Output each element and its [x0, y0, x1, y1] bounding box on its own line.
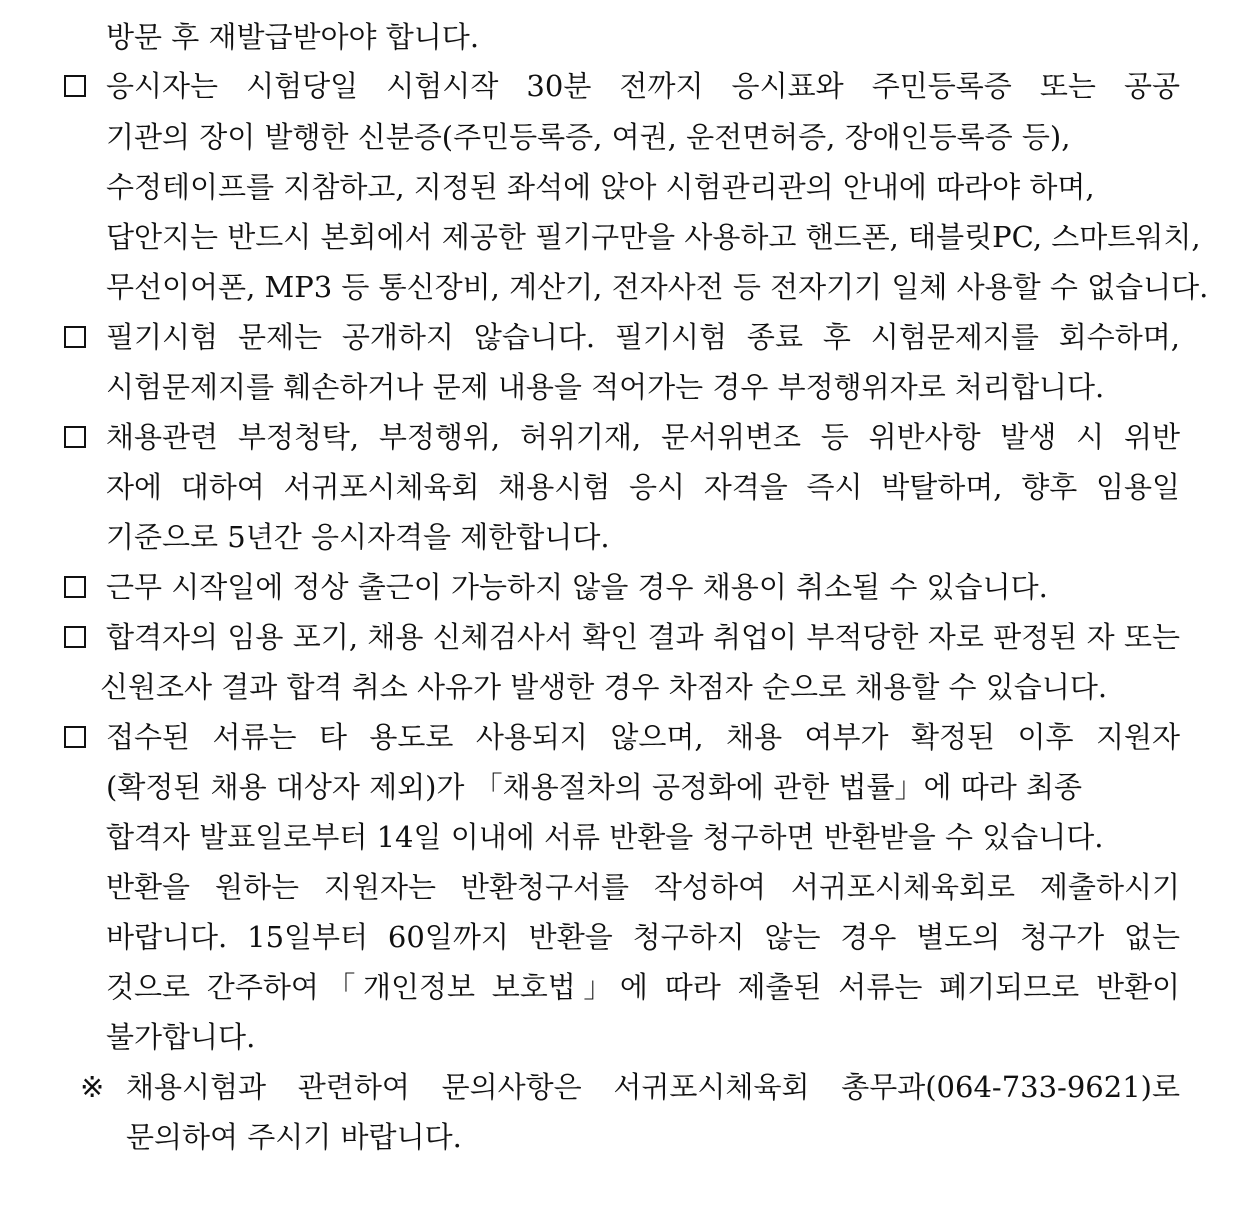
checkbox-square-icon — [64, 626, 86, 648]
checkbox-square-icon — [64, 75, 86, 97]
text-line: 방문 후 재발급받아야 합니다. — [106, 20, 480, 54]
text-line: 불가합니다. — [106, 1020, 256, 1054]
text-line: 자에 대하여 서귀포시체육회 채용시험 응시 자격을 즉시 박탈하며, 향후 임용일 — [106, 470, 1180, 504]
checkbox-square-icon — [64, 326, 86, 348]
text-line: 접수된 서류는 타 용도로 사용되지 않으며, 채용 여부가 확정된 이후 지원자 — [106, 720, 1180, 754]
text-line: (확정된 채용 대상자 제외)가 「채용절차의 공정화에 관한 법률」에 따라 최종 — [106, 770, 1082, 804]
text-line: 답안지는 반드시 본회에서 제공한 필기구만을 사용하고 핸드폰, 태블릿PC, 스마트워치, — [106, 220, 1201, 254]
text-line: 합격자 발표일로부터 14일 이내에 서류 반환을 청구하면 반환받을 수 있습니다. — [106, 820, 1104, 854]
text-line: 기준으로 5년간 응시자격을 제한합니다. — [106, 520, 610, 554]
reference-mark-icon: ※ — [80, 1070, 105, 1104]
checkbox-square-icon — [64, 426, 86, 448]
checkbox-square-icon — [64, 576, 86, 598]
note-line: 채용시험과 관련하여 문의사항은 서귀포시체육회 총무과(064-733-9621)로 — [126, 1070, 1180, 1104]
checkbox-square-icon — [64, 726, 86, 748]
text-line: 응시자는 시험당일 시험시작 30분 전까지 응시표와 주민등록증 또는 공공 — [106, 69, 1180, 103]
text-line: 신원조사 결과 합격 취소 사유가 발생한 경우 차점자 순으로 채용할 수 있습니다. — [100, 670, 1108, 704]
text-line: 바랍니다. 15일부터 60일까지 반환을 청구하지 않는 경우 별도의 청구가 없는 — [106, 920, 1180, 954]
text-line: 합격자의 임용 포기, 채용 신체검사서 확인 결과 취업이 부적당한 자로 판정된 자 또는 — [106, 620, 1180, 654]
text-line: 것으로 간주하여「개인정보 보호법」에 따라 제출된 서류는 폐기되므로 반환이 — [106, 970, 1180, 1004]
text-line: 무선이어폰, MP3 등 통신장비, 계산기, 전자사전 등 전자기기 일체 사용할 수 없습니다. — [106, 270, 1209, 304]
note-line: 문의하여 주시기 바랍니다. — [126, 1120, 462, 1154]
text-line: 수정테이프를 지참하고, 지정된 좌석에 앉아 시험관리관의 안내에 따라야 하며, — [106, 170, 1095, 204]
text-line: 필기시험 문제는 공개하지 않습니다. 필기시험 종료 후 시험문제지를 회수하며, — [106, 320, 1180, 354]
text-line: 시험문제지를 훼손하거나 문제 내용을 적어가는 경우 부정행위자로 처리합니다. — [106, 370, 1105, 404]
text-line: 기관의 장이 발행한 신분증(주민등록증, 여권, 운전면허증, 장애인등록증 등), — [106, 120, 1071, 154]
text-line: 채용관련 부정청탁, 부정행위, 허위기재, 문서위변조 등 위반사항 발생 시 위반 — [106, 420, 1180, 454]
text-line: 반환을 원하는 지원자는 반환청구서를 작성하여 서귀포시체육회로 제출하시기 — [106, 870, 1180, 904]
text-line: 근무 시작일에 정상 출근이 가능하지 않을 경우 채용이 취소될 수 있습니다. — [106, 570, 1048, 604]
